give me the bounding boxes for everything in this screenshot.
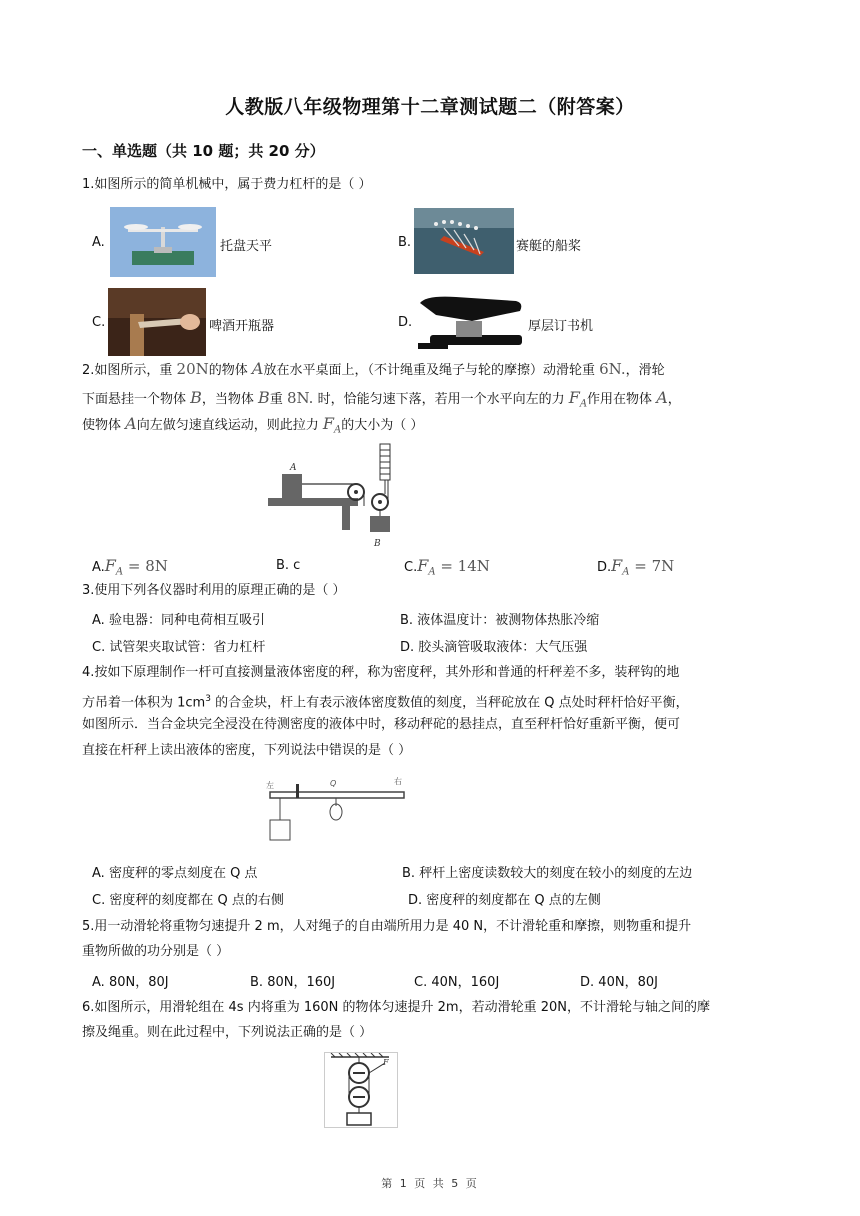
- fig-label-right: 右: [394, 777, 402, 786]
- q3-option-c: C. 试管架夹取试管：省力杠杆: [92, 640, 266, 655]
- q4-line-2: 方吊着一体积为 $1cm^3$ 的合金块，杆上有表示液体密度数值的刻度，当秤砣放在 Q 点处时秤杆恰好平衡，: [82, 694, 689, 711]
- page-footer: 第 1 页 共 5 页: [381, 1177, 479, 1190]
- q5-line-2: 重物所做的功分别是（ ）: [82, 944, 230, 959]
- pulley-system-diagram: [262, 440, 412, 550]
- q1-stem: 1.如图所示的简单机械中，属于费力杠杆的是（ ）: [82, 177, 372, 192]
- stapler-image: [416, 291, 526, 355]
- q4-line-4: 直接在杆秤上读出液体的密度，下列说法中错误的是（ ）: [82, 743, 412, 758]
- q5-option-b: B. 80N，160J: [250, 975, 336, 990]
- fig-label-f: F: [383, 1058, 389, 1067]
- bottle-opener-image: [108, 288, 206, 356]
- q1-option-c-text: 啤酒开瓶器: [209, 319, 275, 334]
- q5-option-d: D. 40N，80J: [580, 975, 658, 990]
- q2-option-b: B. c: [276, 558, 301, 573]
- q4-line-3: 如图所示．当合金块完全浸没在待测密度的液体中时，移动秤砣的悬挂点，直至秤杆恰好重新平衡，便可: [82, 717, 681, 732]
- q3-option-d: D. 胶头滴管吸取液体：大气压强: [400, 640, 588, 655]
- q5-option-a: A. 80N，80J: [92, 975, 169, 990]
- page-title: 人教版八年级物理第十二章测试题二（附答案）: [225, 96, 635, 118]
- q1-option-c-label: C.: [92, 315, 106, 330]
- q3-stem: 3.使用下列各仪器时利用的原理正确的是（ ）: [82, 583, 346, 598]
- q3-option-a: A. 验电器：同种电荷相互吸引: [92, 613, 265, 628]
- q6-line-2: 擦及绳重。则在此过程中，下列说法正确的是（ ）: [82, 1025, 373, 1040]
- fig-label-b: B: [374, 539, 381, 549]
- q1-option-d-text: 厚层订书机: [528, 319, 594, 334]
- q1-option-b-label: B.: [398, 235, 412, 250]
- q2-line-3: 使物体 A向左做匀速直线运动，则此拉力 $F_A$的大小为（ ）: [82, 414, 424, 436]
- q4-option-c: C. 密度秤的刻度都在 Q 点的右侧: [92, 893, 284, 908]
- rowing-boat-image: [414, 208, 514, 274]
- balance-scale-image: [110, 207, 216, 277]
- q4-line-1: 4.按如下原理制作一杆可直接测量液体密度的秤，称为密度秤，其外形和普通的杆秤差不多，装秤钩的地: [82, 665, 680, 680]
- fig-label-a: A: [290, 463, 297, 473]
- q4-option-a: A. 密度秤的零点刻度在 Q 点: [92, 866, 258, 881]
- q4-option-b: B. 秤杆上密度读数较大的刻度在较小的刻度的左边: [402, 866, 693, 881]
- q2-line-2: 下面悬挂一个物体 B，当物体 B重 8N. 时，恰能匀速下落，若用一个水平向左的力 $F_A$作用在物体 A，: [82, 388, 681, 410]
- q6-line-1: 6.如图所示，用滑轮组在 4s 内将重为 160N 的物体匀速提升 2m，若动滑轮重 20N，不计滑轮与轴之间的摩: [82, 1000, 710, 1015]
- q2-line-1: 2.如图所示，重 20N的物体 A放在水平桌面上，（不计绳重及绳子与轮的摩擦）动滑轮重 6N.，滑轮: [82, 359, 665, 378]
- q3-option-b: B. 液体温度计：被测物体热胀冷缩: [400, 613, 600, 628]
- pulley-block-diagram: [324, 1052, 398, 1128]
- q1-option-a-label: A.: [92, 235, 105, 250]
- section-heading: 一、单选题（共 10 题；共 20 分）: [82, 142, 325, 160]
- q2-option-c: $C.F_A = 14N$: [404, 556, 490, 578]
- fig-label-left: 左: [266, 781, 274, 790]
- q2-option-d: $D.F_A = 7N$: [597, 556, 675, 578]
- q5-line-1: 5.用一动滑轮将重物匀速提升 2 m，人对绳子的自由端所用力是 40 N，不计滑轮重和摩擦，则物重和提升: [82, 919, 692, 934]
- q5-option-c: C. 40N，160J: [414, 975, 500, 990]
- q1-option-a-text: 托盘天平: [220, 239, 273, 254]
- fig-label-q: Q: [330, 779, 337, 788]
- q1-option-d-label: D.: [398, 315, 413, 330]
- q4-option-d: D. 密度秤的刻度都在 Q 点的左侧: [408, 893, 601, 908]
- density-scale-diagram: [258, 774, 408, 856]
- q1-option-b-text: 赛艇的船桨: [516, 239, 582, 254]
- q2-option-a: $A.F_A = 8N$: [92, 556, 168, 578]
